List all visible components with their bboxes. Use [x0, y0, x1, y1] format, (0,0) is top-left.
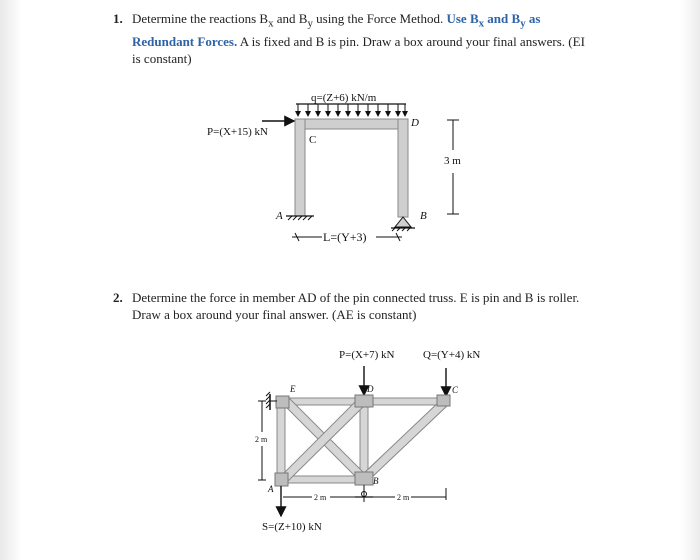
question-1-number: 1.	[113, 11, 123, 26]
span-2-label: 2 m	[397, 493, 410, 502]
load-s-label: S=(Z+10) kN	[262, 521, 322, 533]
question-1: 1. Determine the reactions $B_x$ and $B_y$ using the Force Method. Use $B_x$ and $B_y$ as Redundant Forces. A is fixed and B is pin. Draw a box around your final answers. (EI is constant)	[113, 11, 585, 66]
load-q-label: Q=(Y+4) kN	[423, 349, 481, 361]
question-2: 2. Determine the force in member AD of the pin connected truss. E is pin and B is roller. Draw a box around your final answer. (AE is constant)	[113, 290, 580, 322]
joint-d-label: D	[367, 384, 374, 394]
support-a-label: A	[276, 210, 283, 222]
length-label: L=(Y+3)	[323, 230, 367, 244]
joint-d-label: D	[411, 117, 419, 129]
pin-support-e	[266, 392, 277, 410]
joint-e-label: E	[290, 384, 296, 394]
truss-height-label: 2 m	[255, 435, 268, 444]
joint-b-label: B	[373, 476, 379, 486]
distributed-load-label: q=(Z+6) kN/m	[311, 92, 377, 104]
question-2-number: 2.	[113, 290, 123, 305]
span-1-label: 2 m	[314, 493, 327, 502]
joint-c-label: C	[309, 134, 317, 146]
height-label: 3 m	[444, 155, 461, 167]
load-p-label: P=(X+7) kN	[339, 349, 395, 361]
redundant-forces-highlight: Use $B_x$ and $B_y$ as	[446, 11, 541, 30]
truss-members	[277, 398, 449, 484]
joint-a-label: A	[268, 484, 274, 494]
joint-c-label: C	[452, 385, 459, 395]
point-load-label: P=(X+15) kN	[207, 126, 268, 138]
support-b-label: B	[420, 210, 427, 222]
